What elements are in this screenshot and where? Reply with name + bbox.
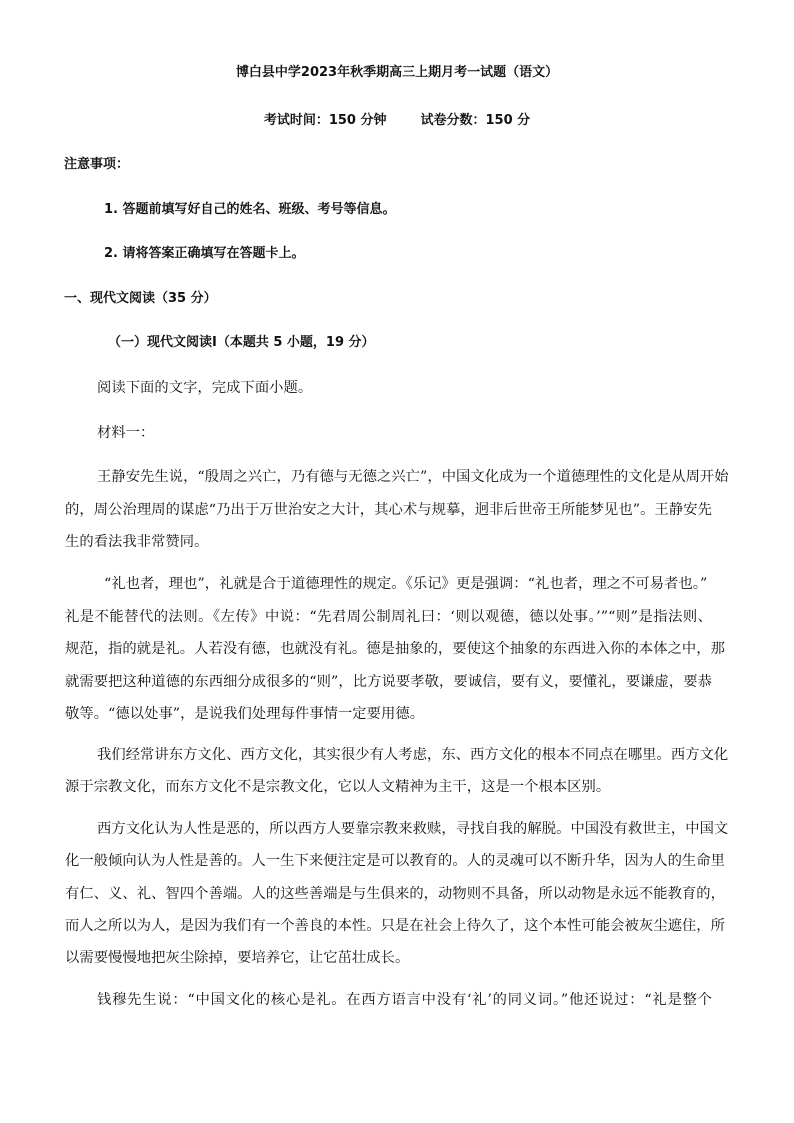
exam-meta [0,111,794,131]
section-subheading: （一）现代文阅读Ⅰ（本题共 5 小题，19 分） [108,335,375,350]
text-line: 钱穆先生说：“中国文化的核心是礼。在西方语言中没有‘礼’的同义词。”他还说过：“礼是整个 [97,992,712,1008]
text-line: 而人之所以为人，是因为我们有一个善良的本性。只是在社会上待久了，这个本性可能会被灰尘遮住，所 [65,918,725,934]
material-label: 材料一： [97,425,155,441]
text-line: 礼是不能替代的法则。《左传》中说：“先君周公制周礼曰：‘则以观德，德以处事。’”“则”是指法则、 [65,609,712,625]
notice-item-1: 1. 答题前填写好自己的姓名、班级、考号等信息。 [104,202,396,217]
text-line: 有仁、义、礼、智四个善端。人的这些善端是与生俱来的，动物则不具备，所以动物是永远不能教育的， [65,886,725,902]
section-heading: 一、现代文阅读（35 分） [64,291,217,306]
notice-item-2: 2. 请将答案正确填写在答题卡上。 [104,246,305,261]
text-line: 化一般倾向认为人性是善的。人一生下来便注定是可以教育的。人的灵魂可以不断升华，因为人的生命里 [65,853,725,869]
text-line: 规范，指的就是礼。人若没有德，也就没有礼。德是抽象的，要使这个抽象的东西进入你的本体之中，那 [65,641,725,657]
text-line: “礼也者，理也”，礼就是合于道德理性的规定。《乐记》更是强调：“礼也者，理之不可易者也。” [104,576,708,592]
text-line: 的，周公治理周的谋虑“乃出于万世治安之大计，其心术与规摹，迥非后世帝王所能梦见也”。王静安先 [65,502,712,518]
text-line: 就需要把这种道德的东西细分成很多的“则”，比方说要孝敬，要诚信，要有义，要懂礼，要谦虚，要恭 [65,674,712,690]
total-score: 试卷分数：150 分 [420,113,531,128]
text-line: 敬等。“德以处事”，是说我们处理每件事情一定要用德。 [65,706,425,722]
notice-heading: 注意事项： [64,157,130,172]
text-line: 西方文化认为人性是恶的，所以西方人要靠宗教来救赎，寻找自我的解脱。中国没有救世主，中国文 [97,821,729,837]
text-line: 以需要慢慢地把灰尘除掉，要培养它，让它茁壮成长。 [65,950,410,966]
reading-instruction: 阅读下面的文字，完成下面小题。 [97,380,313,396]
exam-time: 考试时间：150 分钟 [263,113,387,128]
text-line: 王静安先生说，“殷周之兴亡，乃有德与无德之兴亡”，中国文化成为一个道德理性的文化是从周开始 [97,469,729,485]
exam-title: 博白县中学2023年秋季期高三上期月考一试题（语文） [235,65,559,80]
text-line: 生的看法我非常赞同。 [65,534,209,550]
text-line: 源于宗教文化，而东方文化不是宗教文化，它以人文精神为主干，这是一个根本区别。 [65,779,611,795]
text-line: 我们经常讲东方文化、西方文化，其实很少有人考虑，东、西方文化的根本不同点在哪里。西方文化 [97,747,729,763]
